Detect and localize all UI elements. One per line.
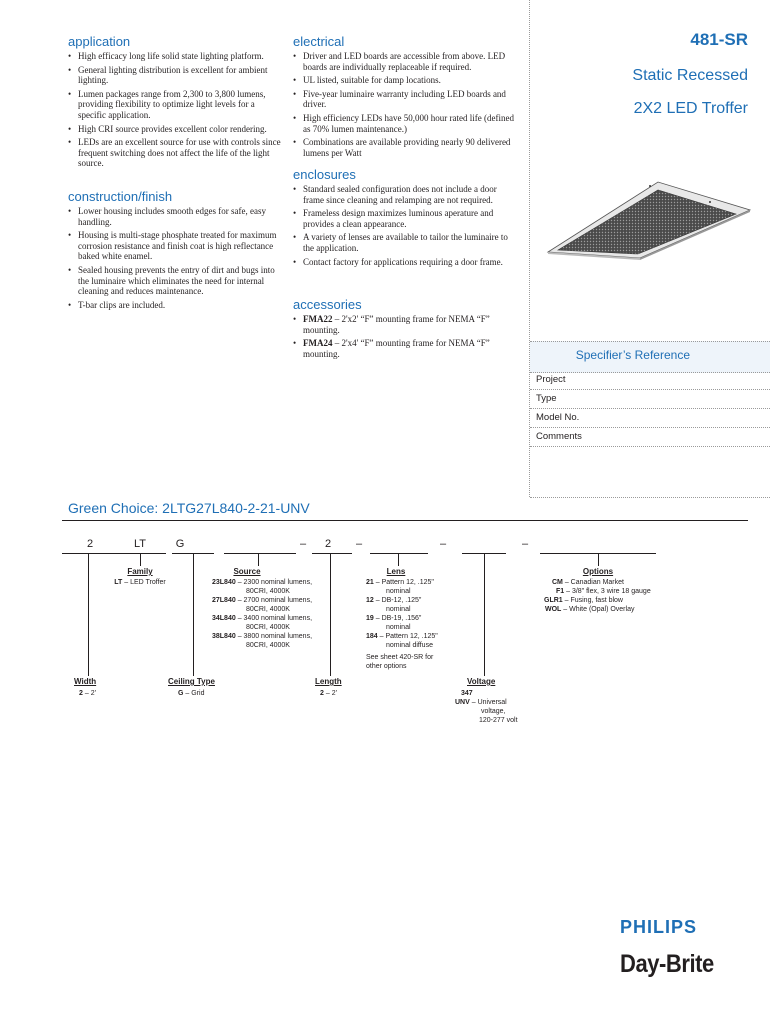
bullet-item: • LEDs are an excellent source for use with controls since frequent switching does not affect the life of the light source. — [68, 137, 283, 169]
slot-ceiling: G — [175, 538, 185, 550]
width-title: Width — [74, 677, 97, 686]
options-entry: F1 – 3/8" flex, 3 wire 18 gauge — [556, 588, 651, 595]
slot-line — [116, 553, 166, 554]
options-block — [540, 567, 670, 614]
electrical-section — [293, 34, 515, 161]
options-entry: GLR1 – Fusing, fast blow — [544, 597, 623, 604]
green-choice-rule — [62, 520, 748, 521]
connector-options — [598, 554, 599, 566]
voltage-347: 347 — [461, 690, 473, 697]
slot-line — [62, 553, 117, 554]
product-title-line2: 2X2 LED Troffer — [633, 100, 748, 117]
specifier-rows — [530, 371, 770, 447]
voltage-sub: 120-277 volt — [479, 717, 518, 724]
enclosures-list — [293, 184, 515, 267]
bullet-item: • Sealed housing prevents the entry of dirt and bugs into the luminaire which eliminates the need for internal cleaning and reduces maintenance. — [68, 265, 283, 297]
bullet-item: • Combinations are available providing nearly 90 delivered lumens per Watt — [293, 137, 515, 158]
width-block — [74, 677, 114, 698]
length-block — [315, 677, 355, 698]
options-entry: CM – Canadian Market — [552, 579, 624, 586]
voltage-entry: UNV – Universal — [455, 699, 507, 706]
slot-line — [224, 553, 296, 554]
slot-dash: – — [439, 538, 447, 550]
connector-lens — [398, 554, 399, 566]
slot-width: 2 — [86, 538, 94, 550]
source-entry: 34L840 – 3400 nominal lumens, 80CRI, 4000K — [212, 615, 313, 631]
specifier-title: Specifier’s Reference — [575, 348, 690, 362]
construction-list — [68, 206, 283, 310]
specifier-bottom-rule — [530, 497, 770, 498]
slot-line — [370, 553, 428, 554]
family-title: Family — [127, 567, 153, 576]
bullet-item: • T-bar clips are included. — [68, 300, 283, 311]
accessories-list — [293, 314, 515, 359]
bullet-item: • Five-year luminaire warranty including LED boards and driver. — [293, 89, 515, 110]
family-entry: LT – LED Troffer — [114, 579, 166, 586]
voltage-sub: voltage, — [481, 708, 506, 715]
width-entry: 2 – 2' — [79, 690, 96, 697]
accessory-text: – 2'x4' “F” mounting frame for NEMA “F” mounting. — [303, 338, 490, 359]
accessories-heading: accessories — [293, 297, 362, 312]
accessory-code: FMA22 — [303, 314, 333, 324]
source-entry: 38L840 – 3800 nominal lumens, 80CRI, 4000K — [212, 633, 313, 649]
source-entry: 27L840 – 2700 nominal lumens, 80CRI, 4000K — [212, 597, 313, 613]
connector-source — [258, 554, 259, 566]
bullet-item: • Frameless design maximizes luminous aperature and provides a clean appearance. — [293, 208, 515, 229]
bullet-item: • Lumen packages range from 2,300 to 3,800 lumens, providing flexibility to optimize light levels for a specific application. — [68, 89, 283, 121]
construction-heading: construction/finish — [68, 189, 173, 204]
green-choice: Green Choice: 2LTG27L840-2-21-UNV — [68, 500, 310, 516]
connector-length — [330, 554, 331, 676]
lens-entry: 184 – Pattern 12, .125" nominal diffuse — [366, 633, 438, 649]
source-title: Source — [233, 567, 261, 576]
accessory-text: – 2'x2' “F” mounting frame for NEMA “F” mounting. — [303, 314, 490, 335]
bullet-item: • Standard sealed configuration does not include a door frame since cleaning and relamping are not required. — [293, 184, 515, 205]
options-title: Options — [582, 567, 614, 576]
troffer-illustration — [538, 174, 754, 260]
day-brite-logo: Day-Brite — [620, 950, 714, 978]
lens-entry: 21 – Pattern 12, .125" nominal — [366, 579, 434, 595]
lens-block — [366, 567, 456, 671]
bullet-item: • Lower housing includes smooth edges for safe, easy handling. — [68, 206, 283, 227]
slot-dash: – — [355, 538, 363, 550]
slot-dash: – — [299, 538, 307, 550]
bullet-item: • High efficiency LEDs have 50,000 hour rated life (defined as 70% lumen maintenance.) — [293, 113, 515, 134]
bullet-item: • A variety of lenses are available to tailor the luminaire to the application. — [293, 232, 515, 253]
application-list — [68, 51, 283, 169]
length-entry: 2 – 2' — [320, 690, 337, 697]
bullet-item: • General lighting distribution is excellent for ambient lighting. — [68, 65, 283, 86]
slot-dash: – — [521, 538, 529, 550]
ceiling-block — [168, 677, 228, 698]
slot-length: 2 — [324, 538, 332, 550]
voltage-block — [455, 677, 525, 725]
bullet-item: • UL listed, suitable for damp locations. — [293, 75, 515, 86]
source-block — [212, 567, 322, 650]
bullet-item: • Housing is multi-stage phosphate treated for maximum corrosion resistance and finish coat is high reflectance baked white enamel. — [68, 230, 283, 262]
length-title: Length — [315, 677, 342, 686]
source-entry: 23L840 – 2300 nominal lumens, 80CRI, 4000K — [212, 579, 313, 595]
application-heading: application — [68, 34, 131, 49]
bullet-item: • Contact factory for applications requiring a door frame. — [293, 257, 515, 268]
slot-line — [312, 553, 352, 554]
connector-width — [88, 554, 89, 676]
options-entry: WOL – White (Opal) Overlay — [545, 606, 635, 613]
spec-row-comments[interactable]: Comments — [530, 428, 770, 447]
connector-voltage — [484, 554, 485, 676]
bullet-item: • High efficacy long life solid state lighting platform. — [68, 51, 283, 62]
model-number: 481-SR — [690, 30, 748, 49]
accessory-item — [293, 338, 515, 359]
connector-family — [140, 554, 141, 566]
philips-logo: PHILIPS — [620, 917, 698, 937]
bullet-item: • High CRI source provides excellent color rendering. — [68, 124, 283, 135]
spec-row-type[interactable]: Type — [530, 390, 770, 409]
spec-row-project[interactable]: Project — [530, 371, 770, 390]
specifier-header — [530, 341, 770, 373]
accessories-section — [293, 297, 515, 362]
accessory-code: FMA24 — [303, 338, 333, 349]
voltage-title: Voltage — [467, 677, 496, 686]
lens-title: Lens — [386, 567, 406, 576]
slot-family: LT — [133, 538, 147, 550]
accessory-item — [293, 314, 515, 335]
lens-entry: 19 – DB-19, .156" nominal — [366, 615, 422, 631]
bullet-item: • Driver and LED boards are accessible from above. LED boards are individually replaceable if required. — [293, 51, 515, 72]
lens-entry: 12 – DB-12, .125" nominal — [366, 597, 422, 613]
spec-row-model[interactable]: Model No. — [530, 409, 770, 428]
electrical-heading: electrical — [293, 34, 345, 49]
electrical-list — [293, 51, 515, 158]
enclosures-section — [293, 167, 515, 270]
application-section — [68, 34, 283, 172]
ceiling-entry: G – Grid — [178, 690, 205, 697]
ceiling-title: Ceiling Type — [168, 677, 215, 686]
construction-section — [68, 189, 283, 313]
lens-note: See sheet 420-SR for other options — [366, 654, 434, 670]
product-title-line1: Static Recessed — [632, 67, 748, 84]
family-block — [100, 567, 180, 587]
enclosures-heading: enclosures — [293, 167, 356, 182]
